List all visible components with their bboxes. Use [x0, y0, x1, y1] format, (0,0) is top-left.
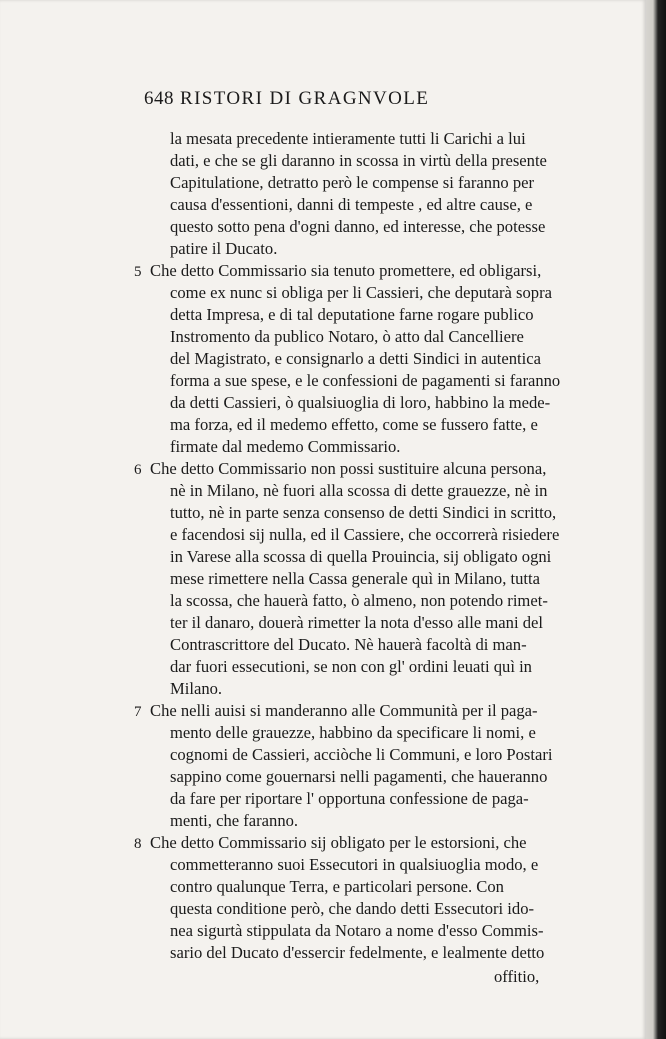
item-number: 7 [134, 704, 142, 720]
catchword: offitio, [494, 967, 540, 986]
text-line: nè in Milano, nè fuori alla scossa di dette grauezze, nè in [170, 481, 548, 500]
text-line: menti, che faranno. [170, 811, 299, 830]
page-number: 648 [144, 88, 174, 109]
text-line: Che detto Commissario sij obligato per le estorsioni, che [150, 833, 527, 852]
text-line: Capitulatione, detratto però le compense si faranno per [170, 173, 535, 192]
text-line: sario del Ducato d'essercir fedelmente, e lealmente detto [170, 943, 545, 962]
item-number: 6 [134, 462, 142, 478]
text-line: in Varese alla scossa di quella Prouincia, sij obligato ogni [170, 547, 552, 566]
running-title: RISTORI DI GRAGNVOLE [180, 88, 430, 109]
text-line: questa conditione però, che dando detti Essecutori ido- [170, 899, 535, 918]
text-line: Che detto Commissario non possi sustituire alcuna persona, [150, 459, 547, 478]
text-line: come ex nunc si obliga per li Cassieri, che deputarà sopra [170, 283, 552, 302]
text-line: Che nelli auisi si manderanno alle Communità per il paga- [150, 701, 538, 720]
text-line: mento delle grauezze, habbino da specificare li nomi, e [170, 723, 536, 742]
text-line: ma forza, ed il medemo effetto, come se fussero fatte, e [170, 415, 538, 434]
text-line: nea sigurtà stippulata da Notaro a nome d'esso Commis- [170, 921, 544, 940]
text-line: Milano. [170, 679, 223, 698]
text-line: la mesata precedente intieramente tutti li Carichi a lui [170, 129, 526, 148]
item-number: 8 [134, 836, 142, 852]
page-header [144, 88, 524, 110]
text-line: da fare per riportare l' opportuna confessione de paga- [170, 789, 529, 808]
book-edge [646, 0, 666, 1039]
text-line: del Magistrato, e consignarlo a detti Sindici in autentica [170, 349, 541, 368]
text-line: causa d'essentioni, danni di tempeste , ed altre cause, e [170, 195, 533, 214]
text-line: dar fuori essecutioni, se non con gl' ordini leuati quì in [170, 657, 532, 676]
text-line: detta Impresa, e di tal deputatione farne rogare publico [170, 305, 534, 324]
text-line: firmate dal medemo Commissario. [170, 437, 401, 456]
text-line: da detti Cassieri, ò qualsiuoglia di loro, habbino la mede- [170, 393, 551, 412]
text-line: Contrascrittore del Ducato. Nè hauerà facoltà di man- [170, 635, 527, 654]
text-line: la scossa, che hauerà fatto, ò almeno, non potendo rimet- [170, 591, 548, 610]
item-number: 5 [134, 264, 142, 280]
text-line: commetteranno suoi Essecutori in qualsiuoglia modo, e [170, 855, 539, 874]
text-line: sappino come gouernarsi nelli pagamenti, che haueranno [170, 767, 548, 786]
text-line: e facendosi sij nulla, ed il Cassiere, che occorrerà risiedere [170, 525, 560, 544]
text-line: forma a sue spese, e le confessioni de pagamenti si faranno [170, 371, 561, 390]
text-line: dati, e che se gli daranno in scossa in virtù della presente [170, 151, 547, 170]
text-line: contro qualunque Terra, e particolari persone. Con [170, 877, 504, 896]
text-line: ter il danaro, douerà rimetter la nota d'esso alle mani del [170, 613, 543, 632]
text-line: cognomi de Cassieri, acciòche li Communi, e loro Postari [170, 745, 553, 764]
text-line: questo sotto pena d'ogni danno, ed interesse, che potesse [170, 217, 546, 236]
text-line: patire il Ducato. [170, 239, 278, 258]
text-line: Instromento da publico Notaro, ò atto dal Cancelliere [170, 327, 524, 346]
text-line: Che detto Commissario sia tenuto promettere, ed obligarsi, [150, 261, 542, 280]
text-line: mese rimettere nella Cassa generale quì in Milano, tutta [170, 569, 541, 588]
text-line: tutto, nè in parte senza consenso de detti Sindici in scritto, [170, 503, 557, 522]
